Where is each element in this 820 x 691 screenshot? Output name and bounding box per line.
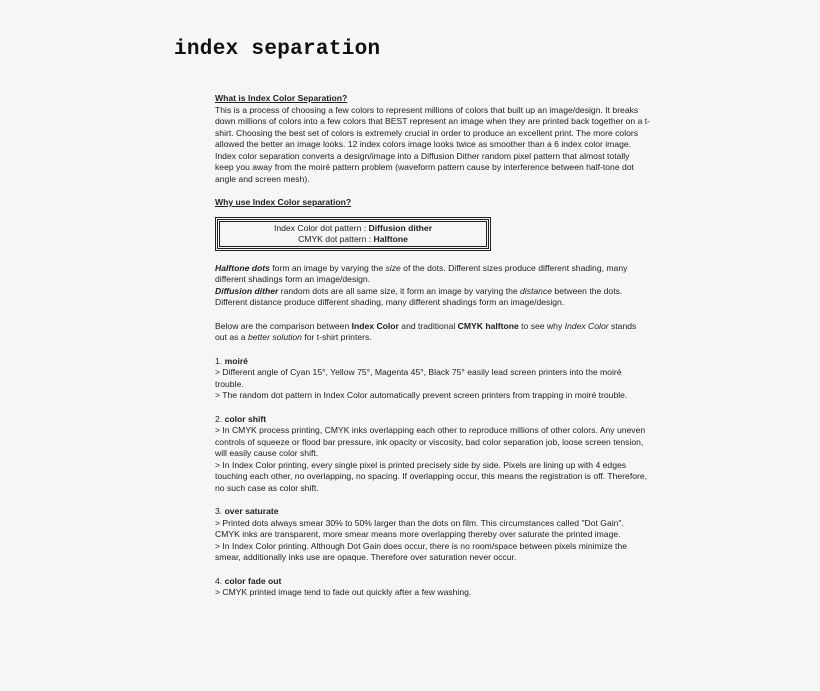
comparison-text-4: stands out as a (215, 320, 637, 342)
comparison-text-5: for t-shirt printers. (301, 332, 372, 342)
dot-pattern-box (215, 217, 491, 251)
why-heading: Why use Index Color separation? (215, 197, 352, 207)
section-point: > The random dot pattern in Index Color automatically prevent screen printers from trapping in moiré trouble. (215, 390, 628, 400)
box-line-index-label: Index Color dot pattern : (273, 222, 369, 233)
diffusion-text-1: random dots are all same size, it form an image by varying the (278, 285, 521, 296)
box-line-index-value: Diffusion dither (368, 222, 433, 233)
box-line-cmyk-label: CMYK dot pattern : (298, 233, 374, 244)
comparison-text-2: and traditional (398, 320, 458, 331)
section-point: > Different angle of Cyan 15°, Yellow 75°, Magenta 45°, Black 75° easily lead screen printers into the moiré trouble. (215, 367, 622, 389)
section-color-shift (215, 414, 650, 495)
halftone-text-2: of the dots. Different sizes produce different shading, many different shadings form an image/design. (215, 262, 628, 284)
halftone-paragraph (215, 263, 650, 286)
section-point: > CMYK printed image tend to fade out quickly after a few washing. (215, 587, 472, 597)
section-point: > In Index Color printing. Although Dot Gain does occur, there is no room/space between pixels minimize the smear, additionally inks use are opaque. Therefore over saturation never occur. (215, 540, 628, 562)
section-over-saturate (215, 506, 650, 564)
comparison-bold-index: Index Color (351, 320, 399, 331)
dot-pattern-box-wrap (215, 217, 650, 251)
comparison-text-3: to see why (518, 320, 565, 331)
section-color-fade-out (215, 576, 650, 599)
section-title: 2. color shift (215, 413, 267, 424)
page-title: index separation (174, 38, 381, 61)
comparison-bold-cmyk: CMYK halftone (457, 320, 519, 331)
halftone-emphasis: size (385, 262, 401, 273)
section-title: 1. moiré (215, 355, 248, 366)
section-title: 3. over saturate (215, 506, 279, 516)
section-point: > Printed dots always smear 30% to 50% larger than the dots on film. This circumstances called "Dot Gain". CMYK inks are transparent, more smear means more overlapping thereby over saturate the printed image. (215, 517, 624, 539)
halftone-text-1: form an image by varying the (269, 262, 386, 273)
what-paragraph: This is a process of choosing a few colors to represent millions of colors that built up an image/design. It breaks down millions of colors into a few colors that BEST represent an image when they are printed back together on a t-shirt. Choosing the best set of colors is extremely crucial in order to produce an excellent print. The more colors allowed the better an image looks. 12 index colors image looks twice as smoother than a 6 index color image. Index color separation converts a design/image into a Diffusion Dither random pixel pattern that almost totally keep you away from the moiré pattern problem (waveform pattern cause by interference between half-tone dot angle and screen mesh). (215, 104, 651, 184)
document-body (215, 93, 650, 599)
diffusion-text-2: between the dots. Different distance produce different shading, many different shadings form an image/design. (215, 285, 623, 307)
section-moire (215, 356, 650, 402)
box-line-cmyk (222, 234, 484, 245)
diffusion-paragraph (215, 286, 650, 309)
section-title: 4. color fade out (215, 575, 282, 586)
halftone-term: Halftone dots (215, 262, 270, 273)
comparison-italic-index: Index Color (564, 320, 609, 331)
section-point: > In Index Color printing, every single pixel is printed precisely side by side. Pixels are lining up with 4 edges touching each other, no overlapping, no spacing. If overlapping occur, this means the registration is off. Therefore, no such case as color shift. (215, 459, 648, 493)
comparison-paragraph (215, 321, 650, 344)
what-heading: What is Index Color Separation? (215, 93, 348, 103)
comparison-italic-solution: better solution (247, 332, 302, 342)
comparison-text-1: Below are the comparison between (215, 320, 352, 331)
section-point: > In CMYK process printing, CMYK inks overlapping each other to reproduce millions of other colors. Any uneven controls of squeeze or flood bar pressure, ink opacity or viscosity, bad color separation job, loose screen tension, will easily cause color shift. (215, 425, 646, 458)
box-line-index (222, 223, 484, 234)
box-line-cmyk-value: Halftone (373, 233, 408, 244)
diffusion-term: Diffusion dither (215, 285, 279, 296)
diffusion-emphasis: distance (520, 285, 553, 296)
